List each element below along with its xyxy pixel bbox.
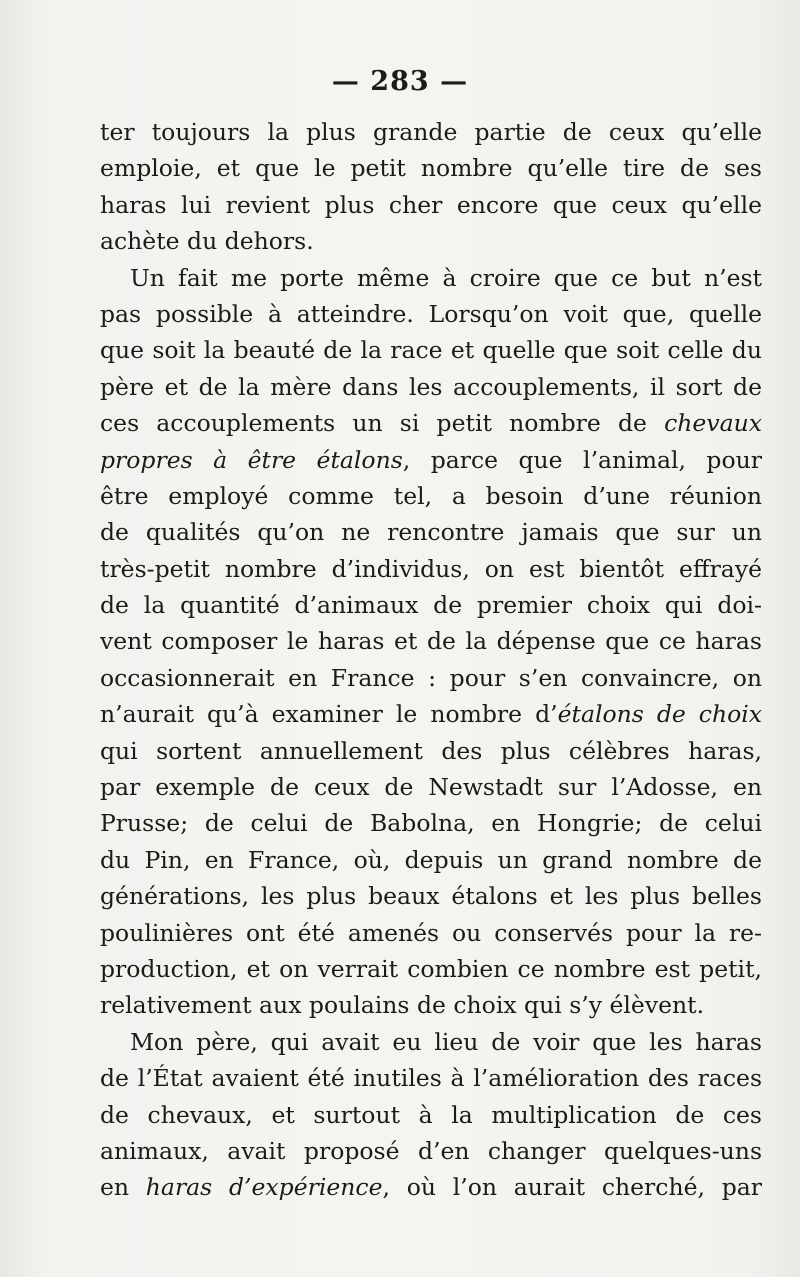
paragraph-start-line: Un fait me porte même à croire que ce but n’est (130, 263, 762, 292)
text-line: Prusse; de celui de Babolna, en Hongrie; de celui (100, 809, 762, 838)
page-number: — 283 — (331, 66, 469, 97)
text-line: par exemple de ceux de Newstadt sur l’Adosse, en (100, 773, 762, 802)
text-line: animaux, avait proposé d’en changer quelques-uns (100, 1136, 762, 1165)
italic-text: haras d’expérience (145, 1173, 383, 1202)
text-line: ces accouplements un si petit nombre de chevaux (100, 409, 762, 438)
text-line: production, et on verrait combien ce nombre est petit, (100, 954, 762, 983)
text-line: poulinières ont été amenés ou conservés pour la re- (100, 918, 762, 947)
text-line: de qualités qu’on ne rencontre jamais que sur un (100, 518, 762, 547)
text-line: de la quantité d’animaux de premier choix qui doi- (100, 591, 762, 620)
text-line: relativement aux poulains de choix qui s’y élèvent. (100, 991, 705, 1020)
text-line: que soit la beauté de la race et quelle que soit celle du (100, 336, 762, 365)
italic-text: propres à être étalons (100, 445, 403, 474)
text-line: être employé comme tel, a besoin d’une réunion (100, 481, 762, 510)
body-text (100, 114, 762, 1206)
text-line: de l’État avaient été inutiles à l’amélioration des races (100, 1064, 762, 1093)
italic-text: étalons de choix (557, 700, 762, 729)
text-line: qui sortent annuellement des plus célèbres haras, (100, 736, 762, 765)
text-line: père et de la mère dans les accouplements, il sort de (100, 372, 762, 401)
text-line: n’aurait qu’à examiner le nombre d’étalons de choix (100, 700, 762, 729)
text-line: emploie, et que le petit nombre qu’elle tire de ses (100, 154, 762, 183)
text-line: vent composer le haras et de la dépense que ce haras (100, 627, 762, 656)
italic-text: chevaux (664, 409, 762, 438)
text-line: très-petit nombre d’individus, on est bientôt effrayé (100, 554, 762, 583)
text-line: haras lui revient plus cher encore que ceux qu’elle (100, 190, 762, 219)
text-line: ter toujours la plus grande partie de ceux qu’elle (100, 118, 762, 146)
text-line: du Pin, en France, où, depuis un grand nombre de (100, 845, 762, 874)
text-line: en haras d’expérience, où l’on aurait cherché, par (100, 1173, 762, 1202)
text-line: pas possible à atteindre. Lorsqu’on voit que, quelle (100, 299, 762, 328)
text-line: propres à être étalons, parce que l’animal, pour (100, 445, 762, 474)
text-line: occasionnerait en France : pour s’en convaincre, on (100, 663, 762, 692)
text-line: achète du dehors. (100, 227, 314, 256)
text-line: de chevaux, et surtout à la multiplication de ces (100, 1100, 762, 1129)
paragraph-start-line: Mon père, qui avait eu lieu de voir que les haras (130, 1027, 762, 1056)
text-line: générations, les plus beaux étalons et les plus belles (100, 882, 762, 911)
